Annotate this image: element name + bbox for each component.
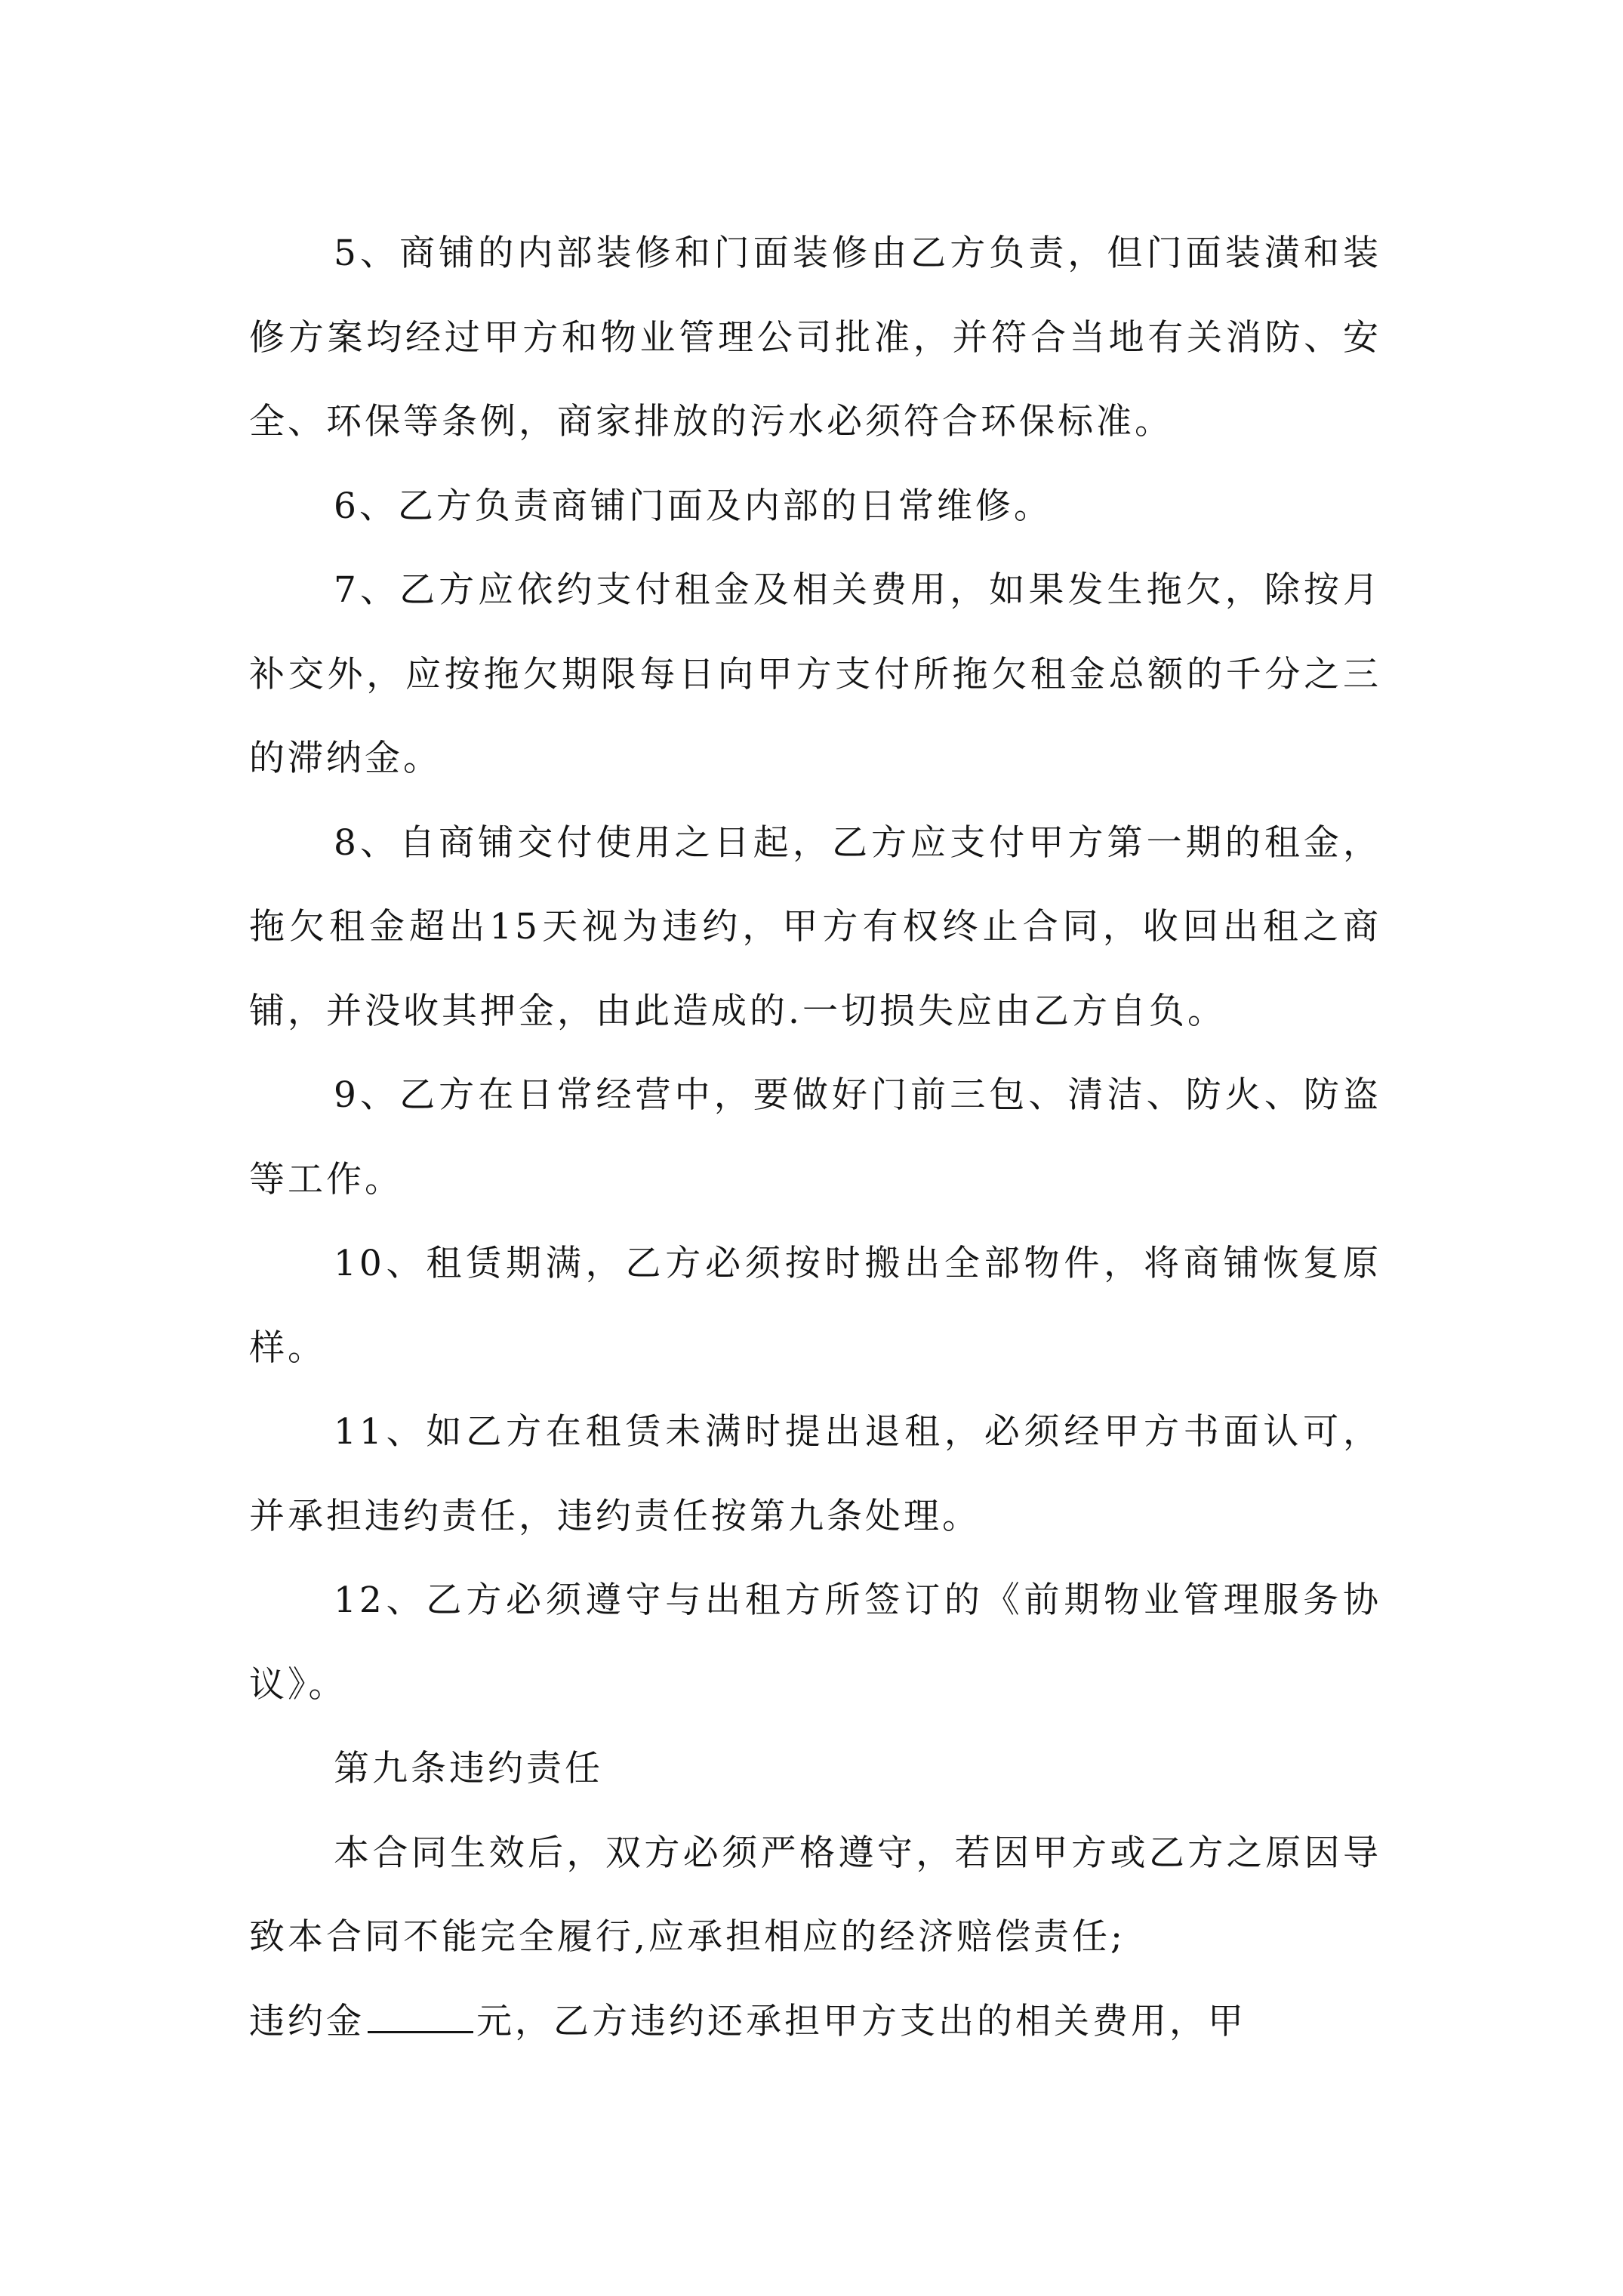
paragraph-clause-11: 11、如乙方在租赁未满时提出退租，必须经甲方书面认可，并承担违约责任，违约责任按第九条处理。 <box>249 1411 1381 1537</box>
paragraph-clause-6: 6、乙方负责商铺门面及内部的日常维修。 <box>334 485 1052 527</box>
paragraph-clause-10: 10、租赁期满，乙方必须按时搬出全部物件，将商铺恢复原样。 <box>249 1243 1381 1369</box>
paragraph-penalty-line <box>249 1980 1381 2064</box>
paragraph-clause-8: 8、自商铺交付使用之日起，乙方应支付甲方第一期的租金，拖欠租金超出15天视为违约，甲方有权终止合同，收回出租之商铺，并没收其押金，由此造成的.一切损失应由乙方自负。 <box>249 821 1381 1032</box>
document-body <box>249 211 1381 2063</box>
paragraph-clause-5: 5、商铺的内部装修和门面装修由乙方负责，但门面装潢和装修方案均经过甲方和物业管理公司批准，并符合当地有关消防、安全、环保等条例，商家排放的污水必须符合环保标准。 <box>249 233 1381 442</box>
paragraph-clause-9: 9、乙方在日常经营中，要做好门前三包、清洁、防火、防盗等工作。 <box>249 1074 1381 1200</box>
paragraph-clause-12: 12、乙方必须遵守与出租方所签订的《前期物业管理服务协议》。 <box>249 1579 1381 1706</box>
section-heading-breach-liability: 第九条违约责任 <box>334 1748 603 1789</box>
paragraph-clause-7: 7、乙方应依约支付租金及相关费用，如果发生拖欠，除按月补交外，应按拖欠期限每日向甲方支付所拖欠租金总额的千分之三的滞纳金。 <box>249 569 1381 779</box>
paragraph-breach-liability: 本合同生效后，双方必须严格遵守，若因甲方或乙方之原因导致本合同不能完全履行,应承担相应的经济赔偿责任; <box>249 1832 1381 1958</box>
penalty-amount-blank <box>368 2001 473 2033</box>
penalty-continuation: 元，乙方违约还承担甲方支出的相关费用，甲 <box>476 2000 1246 2042</box>
penalty-label: 违约金 <box>249 2000 365 2042</box>
